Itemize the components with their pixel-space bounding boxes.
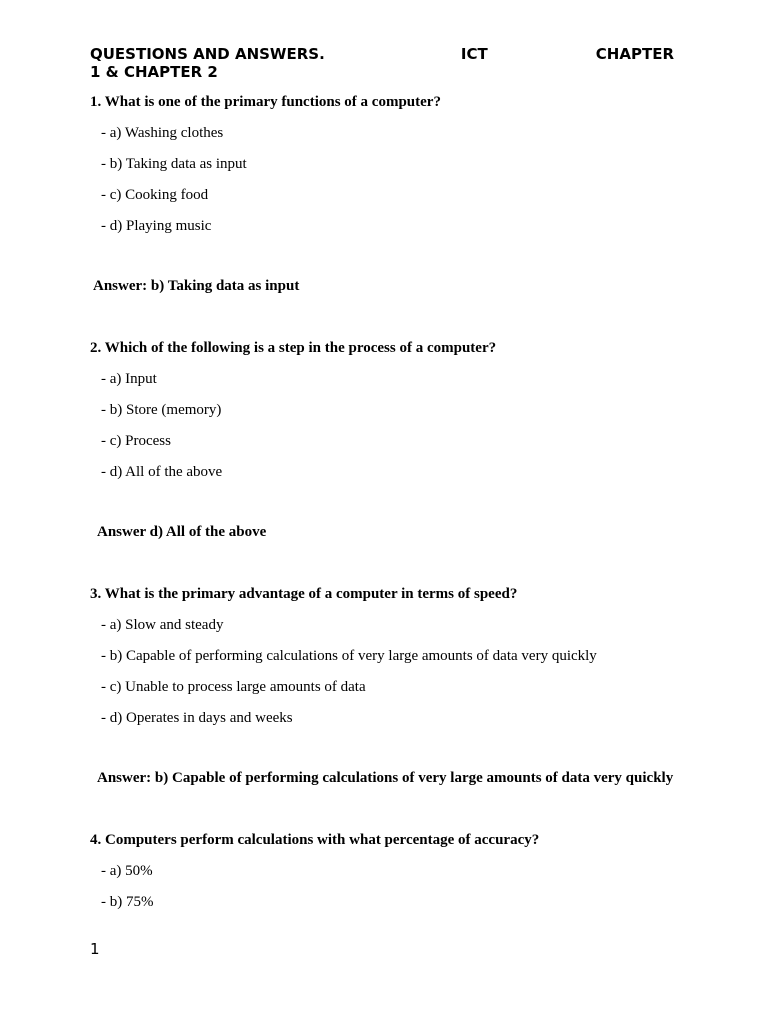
answer-text: Answer: b) Taking data as input: [93, 278, 300, 294]
option-a: - a) 50%: [101, 863, 153, 879]
title-part-questions-and-answers: QUESTIONS AND ANSWERS.: [90, 45, 325, 63]
question-text: 2. Which of the following is a step in the process of a computer?: [90, 340, 497, 356]
questions-list: [90, 92, 710, 923]
question-block-4: [90, 830, 710, 923]
title-line-1: [90, 45, 674, 63]
option-a: - a) Input: [101, 371, 157, 387]
option-a: - a) Slow and steady: [101, 617, 224, 633]
title-part-chapter: CHAPTER: [595, 45, 674, 63]
option-d: - d) All of the above: [101, 464, 223, 480]
option-c: - c) Process: [101, 433, 171, 449]
option-d: - d) Operates in days and weeks: [101, 710, 293, 726]
answer-text: Answer: b) Capable of performing calculations of very large amounts of data very quickly: [97, 770, 674, 786]
option-b: - b) Taking data as input: [101, 156, 247, 172]
document-title: [90, 45, 674, 81]
option-b: - b) Capable of performing calculations of very large amounts of data very quickly: [101, 648, 597, 664]
option-c: - c) Cooking food: [101, 187, 209, 203]
title-line-2: 1 & CHAPTER 2: [90, 63, 218, 81]
option-a: - a) Washing clothes: [101, 125, 224, 141]
question-block-2: [90, 338, 710, 543]
question-text: 1. What is one of the primary functions of a computer?: [90, 94, 441, 110]
option-b: - b) Store (memory): [101, 402, 222, 418]
question-text: 3. What is the primary advantage of a computer in terms of speed?: [90, 586, 518, 602]
question-block-1: [90, 92, 710, 297]
question-block-3: [90, 584, 710, 789]
option-c: - c) Unable to process large amounts of data: [101, 679, 366, 695]
question-text: 4. Computers perform calculations with what percentage of accuracy?: [90, 832, 540, 848]
answer-text: Answer d) All of the above: [97, 524, 267, 540]
page-number: 1: [90, 940, 100, 958]
option-d: - d) Playing music: [101, 218, 212, 234]
option-b: - b) 75%: [101, 894, 154, 910]
title-part-ict: ICT: [460, 45, 488, 63]
